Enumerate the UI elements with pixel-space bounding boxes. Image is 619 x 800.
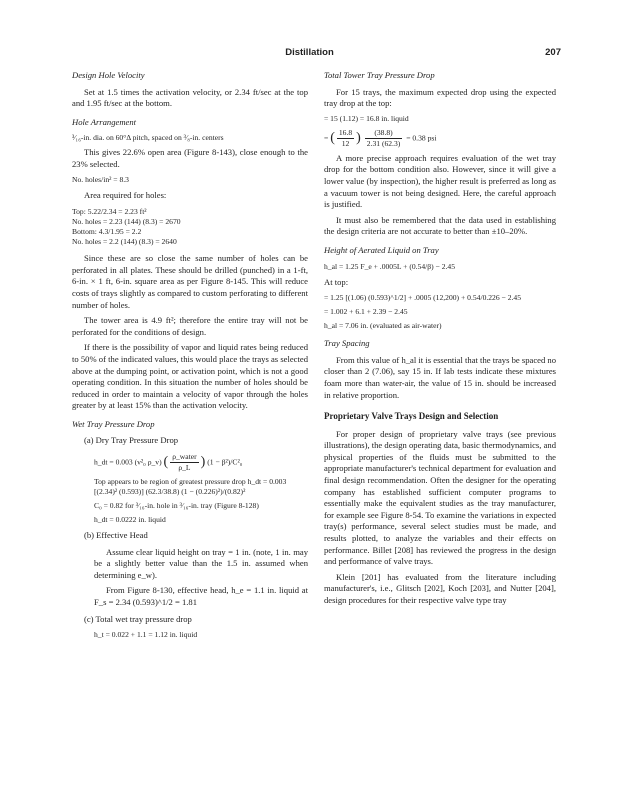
running-title: Distillation [285,47,334,58]
page-number: 207 [545,47,561,58]
calculation-block [72,207,308,247]
equation: = ( $\frac{16.8}{12}$ ) $\frac{(38.8)}{2.31 (62.3)}$ = 0.38 psi [324,127,437,148]
paragraph: For proper design of proprietary valve trays (see previous illustrations), the design operating data, basic thermodynamics, and physical properties of the fluids must be submitted to the appropriate manufacturer's technical department for evaluation and final design recommendation. Often the designer for the operating company has established sufficient computer programs to essentially make the equivalent studies as the tray manufacturer, for example see Figure 8-54. To examine the variations in expected tray(s) performance, several select studies must be made, and results plotted, to analyze the variables and their effects on performance. Billet [208] has reviewed the progress in the design and performance of valve trays. [324,428,556,567]
equation: h_dt = 0.0222 in. liquid [94,515,166,525]
equation: = 15 (1.12) = 16.8 in. liquid [324,113,409,123]
label: Area required for holes: [84,189,167,200]
equation: h_al = 7.06 in. (evaluated as air-water) [324,321,442,331]
paragraph: The tower area is 4.9 ft²; therefore the entire tray will not be perforated for the conditions of design. [72,315,308,337]
paragraph: Assume clear liquid height on tray = 1 in. (note, 1 in. may be a slightly better value than the 1.5 in. assumed when determining e_w). [94,546,308,580]
subsection-label: (b) Effective Head [84,530,148,541]
fraction-denominator: 2.31 (62.3) [366,138,401,148]
paragraph: From Figure 8-130, effective head, h_e = 1.1 in. liquid at F_s = 2.34 (0.593)^1/2 = 1.81 [94,585,308,608]
section-heading: Total Tower Tray Pressure Drop [324,70,435,80]
fraction [170,452,198,473]
right-column [324,70,556,611]
fraction-denominator: 12 [341,138,350,148]
equation: h_t = 0.022 + 1.1 = 1.12 in. liquid [94,630,198,640]
equation: Top: 5.22/2.34 = 2.23 ft² [72,207,147,217]
section-heading: Hole Arrangement [72,116,137,127]
equation-rhs: (1 − β²)/C²₀ [207,457,243,467]
subsection-label: (a) Dry Tray Pressure Drop [84,435,179,446]
paragraph: From this value of h_al it is essential that the trays be spaced no closer than 2 (7.06), say 15 in. If lab tests indicate these mixtures foam more than water-air, the value of 15 in. should be increased in relative proportion. [324,354,556,400]
paragraph: Klein [201] has evaluated from the literature including manufacturer's, i.e., Glitsch [202], Koch [203], and Nutter [204], design procedures for their respective valve type tray [324,571,556,605]
equation: No. holes = 2.2 (144) (8.3) = 2640 [72,237,177,247]
equation: h_al = 1.25 F_e + .0005L + (0.54/β) − 2.45 [324,261,456,271]
equation-lhs: h_dt = 0.003 (v²₀ ρ_v) [94,457,162,467]
paragraph: This gives 22.6% open area (Figure 8-143), close enough to the 23% selected. [72,147,308,169]
fraction-numerator: 16.8 [338,127,353,137]
page-header [0,47,619,63]
equation: Top appears to be region of greatest pressure drop h_dt = 0.003 [(2.34)² (0.593)] (62.3/38.8) (1 − (0.226)²)/(0.82)² [94,477,287,497]
equation: = 1.002 + 6.1 + 2.39 − 2.45 [324,307,408,317]
fraction [337,128,354,149]
paragraph: If there is the possibility of vapor and liquid rates being reduced to 50% of the indicated values, this would place the trays as selected above at the dumping point, or activation point, which is not a good operating condition. In this situation the number of holes should be reduced in order to maintain a velocity of vapor through the holes greater by at least 15% than the activation velocity. [72,342,308,411]
fraction-numerator: ρ_water [172,452,197,462]
fraction-numerator: (38.8) [365,128,403,139]
section-heading: Wet Tray Pressure Drop [72,418,155,429]
equation: No. holes = 2.23 (144) (8.3) = 2670 [72,217,181,227]
equation: Bottom: 4.3/1.95 = 2.2 [72,227,142,237]
paragraph: Since these are so close the same number of holes can be perforated in all plates. These should be drilled (punched) in a 1-ft, 6-in. × 1 ft, 6-in. square area as per Figure 8-145. This will reduce costs of trays slightly as compared to custom perforating to different number of holes. [72,253,308,310]
paragraph: Set at 1.5 times the activation velocity, or 2.34 ft/sec at the top and 1.95 ft/sec at the bottom. [72,86,308,109]
paragraph: It must also be remembered that the data used in establishing the design criteria are not accurate to better than ±10–20%. [324,214,556,237]
equation: = 1.25 [(1.06) (0.593)^1/2] + .0005 (12,200) + 0.54/0.226 − 2.45 [324,293,522,303]
equation: h_dt = 0.003 (v²₀ ρ_v) ( $\frac{\text{ρ\_water}}{\rho\_L}$ ) (1 − β²)/C²₀ [94,452,243,473]
equation: No. holes/in² = 8.3 [72,174,129,184]
equation: ³⁄₁₆-in. dia. on 60°Δ pitch, spaced on ³⁄₈-in. centers [72,133,224,143]
equation: C₀ = 0.82 for ³⁄₁₆-in. hole in ³⁄₁₆-in. tray (Figure 8-128) [94,501,259,511]
section-heading-bold: Proprietary Valve Trays Design and Selection [324,411,499,422]
section-heading: Tray Spacing [324,338,370,349]
label: At top: [324,276,349,287]
section-heading: Height of Aerated Liquid on Tray [324,244,439,255]
paragraph: For 15 trays, the maximum expected drop using the expected tray drop at the top: [324,86,556,109]
subsection-label: (c) Total wet tray pressure drop [84,613,192,624]
section-heading: Design Hole Velocity [72,70,145,80]
fraction-denominator: ρ_L [178,463,191,473]
paragraph: A more precise approach requires evaluation of the wet tray drop for the bottom condition also. However, since it will give a lower value (by inspection), the higher result is preferred as long as a vacuum tower is not being designed. Here, the careful approach is justified. [324,152,556,210]
fraction [365,128,403,149]
left-column [72,70,308,644]
